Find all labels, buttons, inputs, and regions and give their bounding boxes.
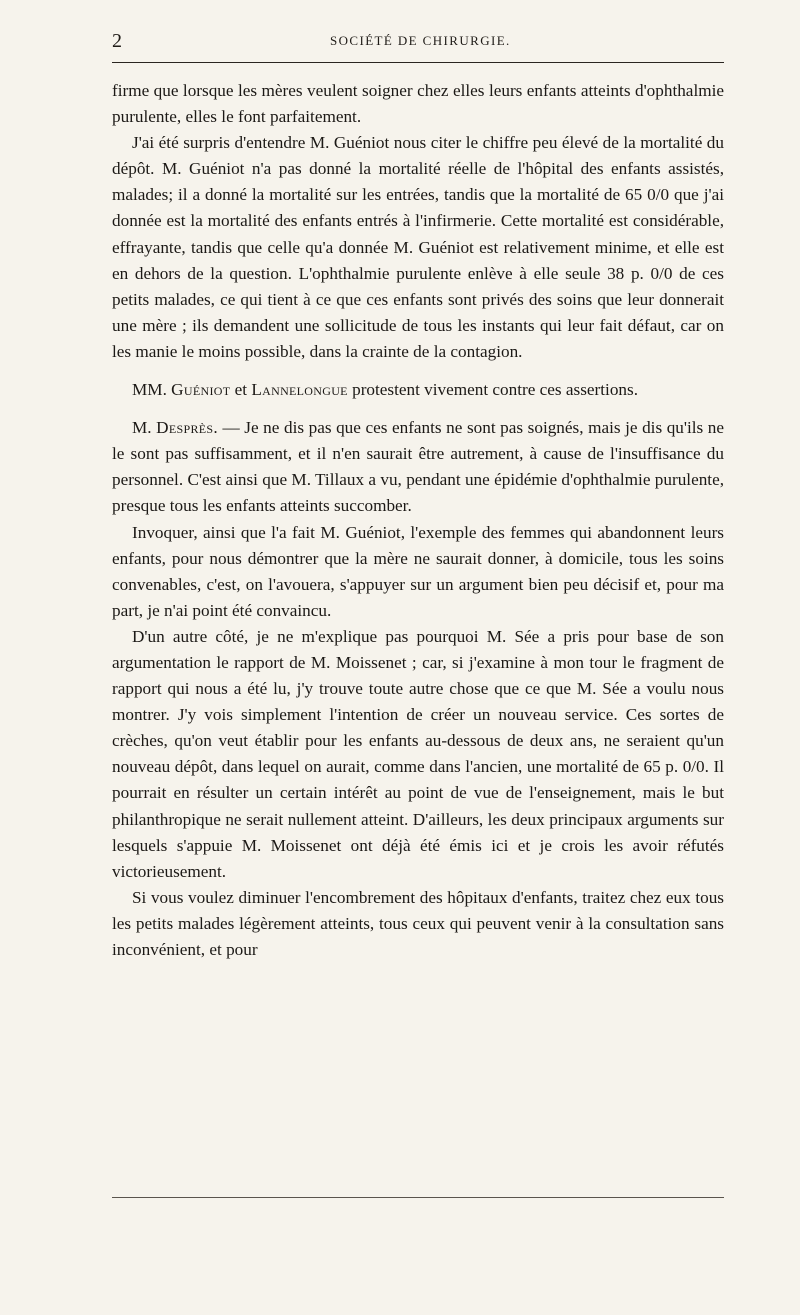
paragraph-1-text: firme que lorsque les mères veulent soigner chez elles leurs enfants atteints d'ophthalmie purulente, elles le font parfaitement. <box>112 81 724 127</box>
paragraph-6 <box>112 624 724 885</box>
paragraph-1 <box>112 78 724 130</box>
paragraph-7 <box>112 885 724 963</box>
paragraph-5-text: Invoquer, ainsi que l'a fait M. Guéniot, l'exemple des femmes qui abandonnent leurs enfants, pour nous démontrer que la mère ne saurait donner, à domicile, tous les soins convenables, c'est, on l'avouera, s'appuyer sur un argument bien peu décisif et, pour ma part, je n'ai point été convaincu. <box>112 522 724 620</box>
paragraph-4-prefix: M. <box>132 418 152 438</box>
page-header <box>112 28 724 54</box>
paragraph-6-text: D'un autre côté, je ne m'explique pas pourquoi M. Sée a pris pour base de son argumentation le rapport de M. Moissenet ; car, si j'examine à mon tour le fragment de rapport qui nous a été lu, j'y trouve toute autre chose que ce que M. Sée a voulu nous montrer. J'y vois simplement l'intention de créer un nouveau service. Ces sortes de crèches, qu'on veut établir pour les enfants au-dessous de deux ans, ne seraient qu'un nouveau dépôt, dans lequel on aurait, comme dans l'ancien, une mortalité de 65 p. 0/0. Il pourrait en résulter un certain intérêt au point de vue de l'enseignement, mais le but philanthropique ne serait nullement atteint. D'ailleurs, les deux principaux arguments sur lesquels s'appuie M. Moissenet ont déjà été émis ici et je crois les avoir réfutés victorieusement. <box>112 626 724 881</box>
paragraph-4-text: — Je ne dis pas que ces enfants ne sont pas soignés, mais je dis qu'ils ne le sont pas suffisamment, et il n'en saurait être autrement, à cause de l'insuffisance du personnel. C'est ainsi que M. Tillaux a vu, pendant une épidémie d'ophthalmie purulente, presque tous les enfants atteints succomber. <box>112 418 725 516</box>
paragraph-3-mid: et <box>234 380 248 400</box>
paragraph-2-text: J'ai été surpris d'entendre M. Guéniot nous citer le chiffre peu élevé de la mortalité du dépôt. M. Guéniot n'a pas donné la mortalité réelle de l'hôpital des enfants assistés, malades; il a donné la mortalité sur les entrées, tandis que la mortalité de 65 0/0 que j'ai donnée est la mortalité des enfants entrés à l'infirmerie. Cette mortalité est considérable, effrayante, tandis que celle qu'a donnée M. Guéniot est relativement minime, et elle est en dehors de la question. L'ophthalmie purulente enlève à elle seule 38 p. 0/0 de ces petits malades, ce qui tient à ce que ces enfants sont privés des soins que leur donnerait une mère ; ils demandent une sollicitude de tous les instants qui leur fait défaut, car on les manie le moins possible, dans la crainte de la contagion. <box>112 133 724 361</box>
paragraph-3-prefix: MM. <box>132 380 167 400</box>
paragraph-3-text: protestent vivement contre ces assertions. <box>352 380 638 400</box>
speaker-name-lannelongue: Lannelongue <box>251 380 348 400</box>
header-rule <box>112 62 724 63</box>
speaker-name-despres: Desprès. <box>156 418 218 438</box>
bottom-rule <box>112 1197 724 1198</box>
paragraph-2 <box>112 130 724 365</box>
body-text <box>112 78 724 963</box>
speaker-name-gueniot: Guéniot <box>171 380 231 400</box>
page-number: 2 <box>112 30 122 52</box>
paragraph-4 <box>112 415 724 519</box>
paragraph-5 <box>112 520 724 624</box>
paragraph-3 <box>112 377 724 403</box>
paragraph-7-text: Si vous voulez diminuer l'encombrement des hôpitaux d'enfants, traitez chez eux tous les petits malades légèrement atteints, tous ceux qui peuvent venir à la consultation sans inconvénient, et pour <box>112 887 724 959</box>
running-head: SOCIÉTÉ DE CHIRURGIE. <box>330 33 511 48</box>
